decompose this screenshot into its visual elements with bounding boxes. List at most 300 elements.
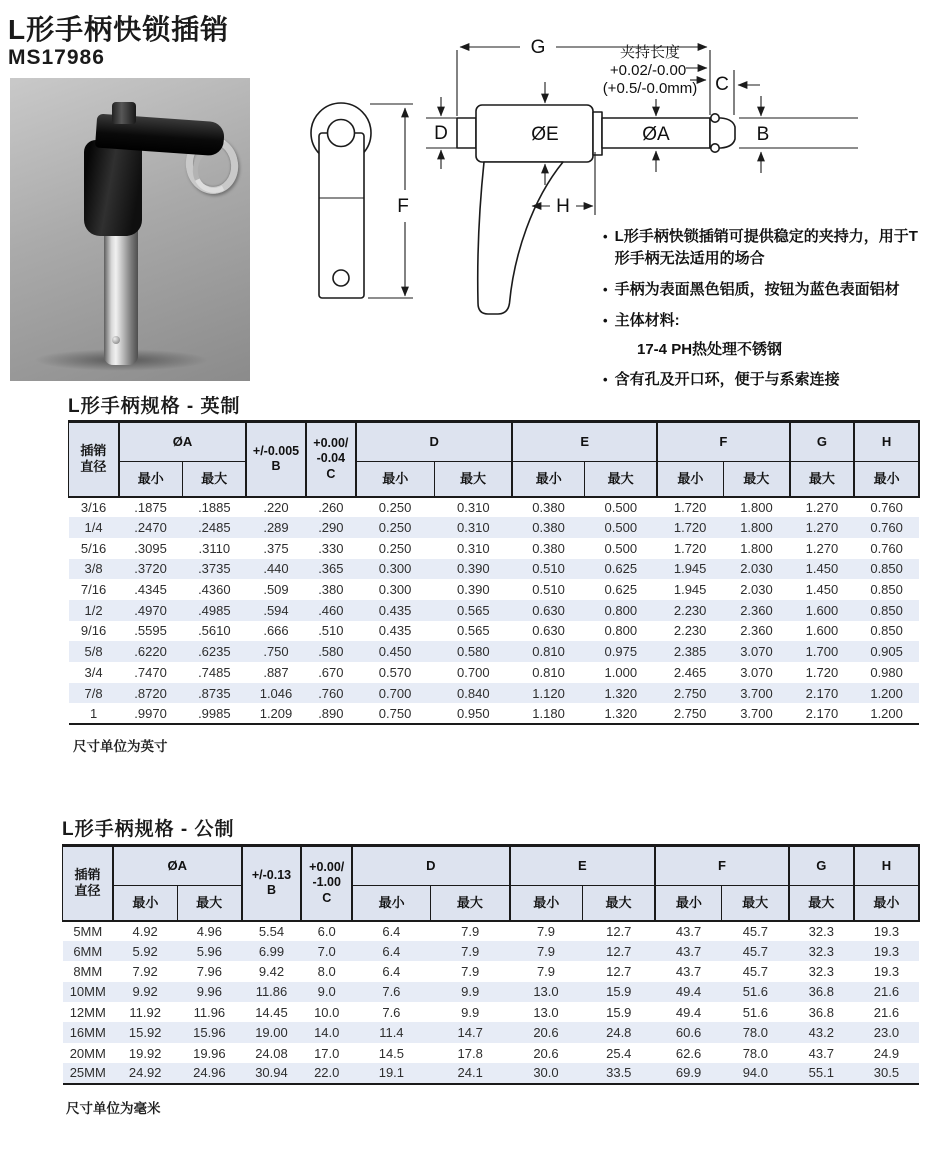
table-row bbox=[69, 621, 920, 642]
bullet-icon: • bbox=[603, 229, 608, 244]
table-cell: 9.9 bbox=[461, 1004, 480, 1020]
header-pin-diameter: 插销 直径 bbox=[63, 846, 114, 921]
table-cell: .3735 bbox=[182, 559, 246, 580]
table-cell: 51.6 bbox=[722, 982, 789, 1002]
table-cell: 0.975 bbox=[585, 641, 657, 662]
table-cell: 1.700 bbox=[790, 641, 855, 662]
table-cell: 0.510 bbox=[532, 582, 565, 598]
imperial-spec-table bbox=[68, 420, 920, 725]
table-cell: .4345 bbox=[134, 582, 167, 598]
table-cell: 5.92 bbox=[113, 941, 177, 961]
clamp-note-line2: +0.02/-0.00 bbox=[609, 62, 687, 79]
header-max: 最大 bbox=[585, 462, 657, 497]
table-cell: 78.0 bbox=[742, 1045, 769, 1061]
header-max: 最大 bbox=[722, 886, 789, 921]
table-cell: .380 bbox=[318, 582, 344, 598]
table-cell: 17.0 bbox=[314, 1045, 340, 1061]
table-cell: 43.7 bbox=[655, 941, 722, 961]
unit-note-imperial: 尺寸单位为英寸 bbox=[73, 739, 168, 754]
table-cell: 7.9 bbox=[536, 963, 556, 979]
table-header bbox=[69, 422, 920, 497]
table-cell: 0.310 bbox=[457, 499, 490, 515]
table-cell: 0.565 bbox=[434, 600, 512, 621]
table-cell: 1.320 bbox=[604, 705, 638, 721]
table-cell: 45.7 bbox=[742, 963, 769, 979]
table-cell: 0.300 bbox=[378, 582, 412, 598]
table-cell: 0.500 bbox=[604, 499, 638, 515]
table-cell: 3/4 bbox=[84, 664, 103, 680]
table-cell: 2.360 bbox=[740, 623, 773, 639]
table-cell: 0.810 bbox=[512, 641, 584, 662]
table-cell: 0.250 bbox=[378, 499, 412, 515]
table-cell: 7.0 bbox=[301, 941, 352, 961]
table-cell: 0.750 bbox=[378, 705, 412, 721]
table-row bbox=[69, 579, 920, 600]
table-cell: .5595 bbox=[134, 623, 167, 639]
table-cell: .887 bbox=[263, 664, 289, 680]
header-h: H bbox=[854, 846, 919, 886]
table-cell: 10.0 bbox=[314, 1004, 340, 1020]
bullet-icon: • bbox=[603, 312, 608, 328]
table-cell: 7/16 bbox=[80, 582, 107, 598]
header-min: 最小 bbox=[657, 462, 723, 497]
table-cell: .220 bbox=[263, 499, 289, 515]
table-cell: 30.0 bbox=[510, 1063, 583, 1083]
table-row bbox=[63, 1043, 920, 1063]
feature-text: L形手柄快锁插销可提供稳定的夹持力，用于T形手柄无法适用的场合 bbox=[614, 228, 918, 267]
table-cell: 12.7 bbox=[582, 941, 655, 961]
table-cell: 21.6 bbox=[873, 1004, 900, 1020]
table-cell: 1.945 bbox=[673, 582, 707, 598]
table-cell: 0.380 bbox=[532, 499, 565, 515]
header-max: 最大 bbox=[434, 462, 512, 497]
table-cell: 43.7 bbox=[675, 963, 702, 979]
header-min: 最小 bbox=[510, 886, 583, 921]
table-cell: 12.7 bbox=[606, 963, 632, 979]
table-cell: 0.435 bbox=[378, 623, 412, 639]
table-cell: 13.0 bbox=[510, 982, 583, 1002]
header-e: E bbox=[512, 422, 657, 462]
table-cell: 3.070 bbox=[723, 641, 789, 662]
table-cell: 15.9 bbox=[606, 1004, 632, 1020]
table-cell: 7.96 bbox=[196, 963, 223, 979]
table-cell: .9970 bbox=[134, 705, 167, 721]
table-cell: 0.840 bbox=[434, 683, 512, 704]
table-cell: 62.6 bbox=[675, 1045, 702, 1061]
table-cell: 51.6 bbox=[742, 1004, 769, 1020]
header-g: G bbox=[790, 422, 855, 462]
table-cell: 0.630 bbox=[532, 623, 565, 639]
feature-text: 主体材料: bbox=[614, 311, 680, 329]
table-cell: 30.94 bbox=[242, 1063, 302, 1083]
table-cell: .2485 bbox=[182, 517, 246, 538]
table-cell: 15.92 bbox=[113, 1022, 177, 1042]
table-cell: 0.435 bbox=[356, 600, 434, 621]
table-cell: .3720 bbox=[119, 559, 183, 580]
dim-label-g: G bbox=[530, 37, 546, 58]
table-cell: .7485 bbox=[198, 664, 231, 680]
table-cell: 3/8 bbox=[69, 559, 119, 580]
table-row bbox=[69, 497, 920, 518]
table-cell: 43.7 bbox=[808, 1045, 834, 1061]
table-cell: 1.450 bbox=[790, 559, 855, 580]
table-cell: 12MM bbox=[69, 1004, 106, 1020]
photo-release-button bbox=[112, 102, 136, 124]
model-number: MS17986 bbox=[8, 46, 105, 69]
table-cell: 32.3 bbox=[789, 941, 854, 961]
table-row bbox=[69, 662, 920, 683]
feature-text: 含有孔及开口环，便于与系索连接 bbox=[614, 371, 840, 389]
header-pin-diameter: 插销 直径 bbox=[69, 422, 119, 497]
photo-detent-ball bbox=[112, 336, 120, 344]
table-cell: 0.625 bbox=[604, 582, 638, 598]
photo-pin-shaft bbox=[104, 223, 138, 365]
clamp-note-line1: 夹持长度 bbox=[619, 44, 681, 61]
table-cell: 33.5 bbox=[582, 1063, 655, 1083]
table-cell: .8735 bbox=[182, 683, 246, 704]
unit-note-metric: 尺寸单位为毫米 bbox=[66, 1101, 161, 1116]
table-cell: 0.760 bbox=[870, 540, 903, 556]
section-title-metric: L形手柄规格 - 公制 bbox=[62, 819, 235, 840]
table-cell: 1.180 bbox=[532, 705, 565, 721]
table-row bbox=[63, 961, 920, 981]
table-cell: 1.720 bbox=[673, 540, 707, 556]
table-cell: 1/4 bbox=[69, 517, 119, 538]
table-row bbox=[63, 1063, 920, 1083]
dim-label-oa: ØA bbox=[642, 124, 670, 145]
header-max: 最大 bbox=[582, 886, 655, 921]
table-cell: 19.3 bbox=[854, 941, 919, 961]
table-cell: 20.6 bbox=[510, 1022, 583, 1042]
header-g: G bbox=[789, 846, 854, 886]
feature-item bbox=[603, 226, 927, 270]
table-cell: 9.0 bbox=[301, 982, 352, 1002]
table-cell: .510 bbox=[318, 623, 344, 639]
table-cell: 0.500 bbox=[604, 540, 638, 556]
table-cell: 10MM bbox=[63, 982, 114, 1002]
table-cell: 9.9 bbox=[431, 982, 510, 1002]
header-max: 最大 bbox=[177, 886, 241, 921]
table-cell: .594 bbox=[246, 600, 306, 621]
table-cell: 1.800 bbox=[740, 499, 773, 515]
table-cell: 7.9 bbox=[510, 941, 583, 961]
header-c: +0.00/ -1.00 C bbox=[301, 846, 352, 921]
table-cell: 0.760 bbox=[854, 517, 919, 538]
table-cell: 0.810 bbox=[532, 664, 565, 680]
table-cell: 5MM bbox=[73, 923, 103, 939]
section-title-imperial: L形手柄规格 - 英制 bbox=[68, 396, 241, 417]
table-cell: 1.600 bbox=[805, 623, 839, 639]
table-cell: 14.5 bbox=[378, 1045, 405, 1061]
table-cell: 8MM bbox=[73, 963, 103, 979]
table-cell: .6235 bbox=[182, 641, 246, 662]
table-cell: .5610 bbox=[198, 623, 231, 639]
dim-label-d: D bbox=[434, 123, 448, 144]
feature-item bbox=[603, 369, 927, 391]
table-cell: .2470 bbox=[119, 517, 183, 538]
table-cell: 32.3 bbox=[808, 923, 834, 939]
header-c: +0.00/ -0.04 C bbox=[306, 422, 356, 497]
table-cell: 55.1 bbox=[789, 1063, 854, 1083]
table-cell: 11.92 bbox=[129, 1004, 161, 1020]
table-header bbox=[63, 846, 920, 921]
header-d: D bbox=[356, 422, 512, 462]
table-cell: 20.6 bbox=[533, 1045, 559, 1061]
table-cell: 2.230 bbox=[657, 600, 723, 621]
table-cell: 19.92 bbox=[128, 1045, 162, 1061]
table-cell: 1.320 bbox=[585, 683, 657, 704]
table-cell: 25MM bbox=[63, 1063, 114, 1083]
table-cell: 7.6 bbox=[352, 982, 431, 1002]
table-cell: 0.700 bbox=[356, 683, 434, 704]
table-cell: 2.170 bbox=[790, 683, 855, 704]
feature-item bbox=[603, 310, 927, 332]
table-cell: 5/16 bbox=[80, 540, 107, 556]
clamp-note-line3: (+0.5/-0.0mm) bbox=[602, 80, 698, 97]
table-cell: 19.1 bbox=[352, 1063, 431, 1083]
table-cell: .750 bbox=[246, 641, 306, 662]
table-cell: 0.625 bbox=[585, 559, 657, 580]
table-cell: 16MM bbox=[63, 1022, 114, 1042]
table-cell: 0.850 bbox=[854, 600, 919, 621]
table-row bbox=[63, 982, 920, 1002]
table-cell: 1.800 bbox=[723, 517, 789, 538]
table-cell: 0.800 bbox=[585, 600, 657, 621]
table-cell: 1.209 bbox=[259, 705, 293, 721]
header-min: 最小 bbox=[512, 462, 584, 497]
table-row bbox=[69, 559, 920, 580]
table-cell: .3095 bbox=[134, 540, 167, 556]
table-cell: 2.030 bbox=[740, 582, 773, 598]
header-oa: ØA bbox=[119, 422, 247, 462]
table-cell: 13.0 bbox=[533, 1004, 559, 1020]
table-body bbox=[63, 921, 920, 1084]
features-list bbox=[603, 226, 927, 401]
dim-label-f: F bbox=[397, 196, 409, 217]
header-b: +/-0.005 B bbox=[246, 422, 306, 497]
header-max: 最大 bbox=[723, 462, 789, 497]
table-row bbox=[69, 703, 920, 724]
table-cell: 24.8 bbox=[582, 1022, 655, 1042]
table-cell: 7.9 bbox=[461, 963, 480, 979]
table-cell: 0.510 bbox=[512, 559, 584, 580]
table-cell: 14.7 bbox=[431, 1022, 510, 1042]
table-cell: 20MM bbox=[69, 1045, 106, 1061]
table-cell: 0.250 bbox=[356, 517, 434, 538]
table-cell: 11.96 bbox=[193, 1004, 226, 1020]
table-cell: 2.465 bbox=[673, 664, 707, 680]
table-cell: 45.7 bbox=[722, 941, 789, 961]
table-cell: 21.6 bbox=[854, 982, 919, 1002]
table-cell: .580 bbox=[306, 641, 356, 662]
dim-label-oe: ØE bbox=[531, 124, 559, 145]
table-cell: 49.4 bbox=[675, 1004, 702, 1020]
table-cell: 0.500 bbox=[585, 517, 657, 538]
table-row bbox=[69, 683, 920, 704]
table-cell: 0.310 bbox=[457, 540, 490, 556]
product-photo bbox=[10, 78, 250, 381]
table-cell: 2.385 bbox=[657, 641, 723, 662]
table-cell: 11.4 bbox=[352, 1022, 431, 1042]
table-cell: 0.950 bbox=[457, 705, 490, 721]
table-cell: 1/2 bbox=[69, 600, 119, 621]
table-cell: 1 bbox=[89, 705, 98, 721]
table-cell: 15.9 bbox=[582, 982, 655, 1002]
header-max: 最大 bbox=[789, 886, 854, 921]
table-cell: 2.750 bbox=[657, 683, 723, 704]
dim-label-h: H bbox=[556, 196, 570, 217]
table-cell: 2.170 bbox=[805, 705, 839, 721]
table-cell: .4985 bbox=[182, 600, 246, 621]
table-cell: 0.390 bbox=[434, 559, 512, 580]
table-cell: 7.6 bbox=[382, 1004, 401, 1020]
table-cell: 0.630 bbox=[512, 600, 584, 621]
material-detail: 17-4 PH热处理不锈钢 bbox=[637, 340, 783, 358]
table-cell: 7.9 bbox=[461, 923, 480, 939]
table-cell: 60.6 bbox=[655, 1022, 722, 1042]
table-cell: 36.8 bbox=[789, 982, 854, 1002]
table-cell: .290 bbox=[306, 517, 356, 538]
table-cell: 25.4 bbox=[606, 1045, 632, 1061]
table-cell: 7.92 bbox=[132, 963, 158, 979]
table-cell: 9.92 bbox=[113, 982, 177, 1002]
table-cell: 2.230 bbox=[673, 623, 707, 639]
table-cell: 0.800 bbox=[604, 623, 638, 639]
table-row bbox=[69, 641, 920, 662]
table-cell: 17.8 bbox=[457, 1045, 483, 1061]
table-cell: 2.360 bbox=[723, 600, 789, 621]
table-cell: 24.1 bbox=[431, 1063, 510, 1083]
table-cell: 9.42 bbox=[258, 963, 285, 979]
table-cell: .365 bbox=[306, 559, 356, 580]
table-cell: 30.5 bbox=[854, 1063, 919, 1083]
header-d: D bbox=[352, 846, 510, 886]
metric-spec-table bbox=[62, 844, 920, 1085]
table-cell: 6.0 bbox=[317, 923, 336, 939]
table-cell: 0.700 bbox=[457, 664, 490, 680]
table-cell: 7/8 bbox=[69, 683, 119, 704]
table-cell: 5.96 bbox=[177, 941, 241, 961]
table-row bbox=[69, 517, 920, 538]
table-cell: 0.310 bbox=[434, 517, 512, 538]
table-cell: 1.720 bbox=[673, 499, 707, 515]
header-min: 最小 bbox=[356, 462, 434, 497]
page-title: L形手柄快锁插销 bbox=[8, 14, 230, 45]
table-cell: 49.4 bbox=[655, 982, 722, 1002]
table-cell: 22.0 bbox=[301, 1063, 352, 1083]
side-view-outline bbox=[311, 103, 371, 298]
table-cell: 1.720 bbox=[805, 664, 839, 680]
table-cell: 0.565 bbox=[457, 623, 490, 639]
table-cell: .8720 bbox=[119, 683, 183, 704]
table-cell: 78.0 bbox=[722, 1022, 789, 1042]
table-cell: 24.92 bbox=[113, 1063, 177, 1083]
table-cell: 23.0 bbox=[854, 1022, 919, 1042]
table-cell: 1.720 bbox=[657, 517, 723, 538]
table-cell: .1875 bbox=[134, 499, 167, 515]
table-cell: 19.96 bbox=[193, 1045, 226, 1061]
header-max: 最大 bbox=[182, 462, 246, 497]
table-cell: .440 bbox=[246, 559, 306, 580]
table-cell: 19.3 bbox=[873, 963, 900, 979]
table-row bbox=[63, 1002, 920, 1022]
table-cell: 15.96 bbox=[177, 1022, 241, 1042]
table-cell: 4.92 bbox=[132, 923, 158, 939]
table-cell: 1.046 bbox=[246, 683, 306, 704]
table-cell: 0.570 bbox=[378, 664, 412, 680]
table-cell: .460 bbox=[306, 600, 356, 621]
table-cell: 1.200 bbox=[854, 683, 919, 704]
table-row bbox=[69, 600, 920, 621]
table-cell: 14.0 bbox=[301, 1022, 352, 1042]
table-cell: 0.380 bbox=[532, 540, 565, 556]
table-cell: 9/16 bbox=[80, 623, 107, 639]
table-cell: .760 bbox=[306, 683, 356, 704]
table-cell: .509 bbox=[263, 582, 289, 598]
table-cell: .4360 bbox=[198, 582, 231, 598]
table-cell: 0.450 bbox=[356, 641, 434, 662]
photo-handle-grip bbox=[84, 140, 142, 236]
table-cell: 0.250 bbox=[378, 540, 412, 556]
header-oa: ØA bbox=[113, 846, 241, 886]
table-cell: 1.270 bbox=[805, 540, 839, 556]
table-cell: 45.7 bbox=[742, 923, 769, 939]
table-cell: .1885 bbox=[198, 499, 231, 515]
table-cell: 0.905 bbox=[854, 641, 919, 662]
table-row bbox=[69, 538, 920, 559]
header-b: +/-0.13 B bbox=[242, 846, 302, 921]
table-cell: 0.580 bbox=[434, 641, 512, 662]
header-h: H bbox=[854, 422, 919, 462]
table-cell: 1.200 bbox=[870, 705, 903, 721]
table-cell: 0.390 bbox=[457, 582, 490, 598]
table-cell: 1.600 bbox=[790, 600, 855, 621]
dim-label-c: C bbox=[715, 74, 729, 95]
table-cell: 6.4 bbox=[352, 941, 431, 961]
table-cell: 6.99 bbox=[242, 941, 302, 961]
table-cell: 32.3 bbox=[808, 963, 834, 979]
table-cell: .375 bbox=[263, 540, 289, 556]
table-cell: 1.270 bbox=[805, 499, 839, 515]
bullet-icon: • bbox=[603, 281, 608, 297]
table-row bbox=[63, 941, 920, 961]
table-cell: 11.86 bbox=[242, 982, 302, 1002]
table-cell: 2.750 bbox=[673, 705, 707, 721]
table-cell: 43.2 bbox=[789, 1022, 854, 1042]
table-cell: 94.0 bbox=[722, 1063, 789, 1083]
table-cell: 1.450 bbox=[805, 582, 839, 598]
table-cell: 19.00 bbox=[242, 1022, 302, 1042]
feature-text: 手柄为表面黑色铝质，按钮为蓝色表面铝材 bbox=[614, 280, 900, 298]
table-cell: 7.9 bbox=[431, 941, 510, 961]
table-cell: 8.0 bbox=[317, 963, 336, 979]
table-cell: 43.7 bbox=[675, 923, 702, 939]
table-cell: 0.850 bbox=[854, 559, 919, 580]
header-f: F bbox=[657, 422, 790, 462]
table-cell: 0.300 bbox=[356, 559, 434, 580]
header-min: 最小 bbox=[113, 886, 177, 921]
table-cell: 7.9 bbox=[536, 923, 556, 939]
header-min: 最小 bbox=[854, 462, 919, 497]
table-cell: .9985 bbox=[198, 705, 231, 721]
table-cell: .3110 bbox=[198, 540, 231, 556]
table-cell: .6220 bbox=[119, 641, 183, 662]
header-e: E bbox=[510, 846, 656, 886]
table-cell: 5/8 bbox=[69, 641, 119, 662]
table-cell: 1.120 bbox=[512, 683, 584, 704]
table-cell: 6.4 bbox=[382, 923, 401, 939]
table-cell: .4970 bbox=[119, 600, 183, 621]
